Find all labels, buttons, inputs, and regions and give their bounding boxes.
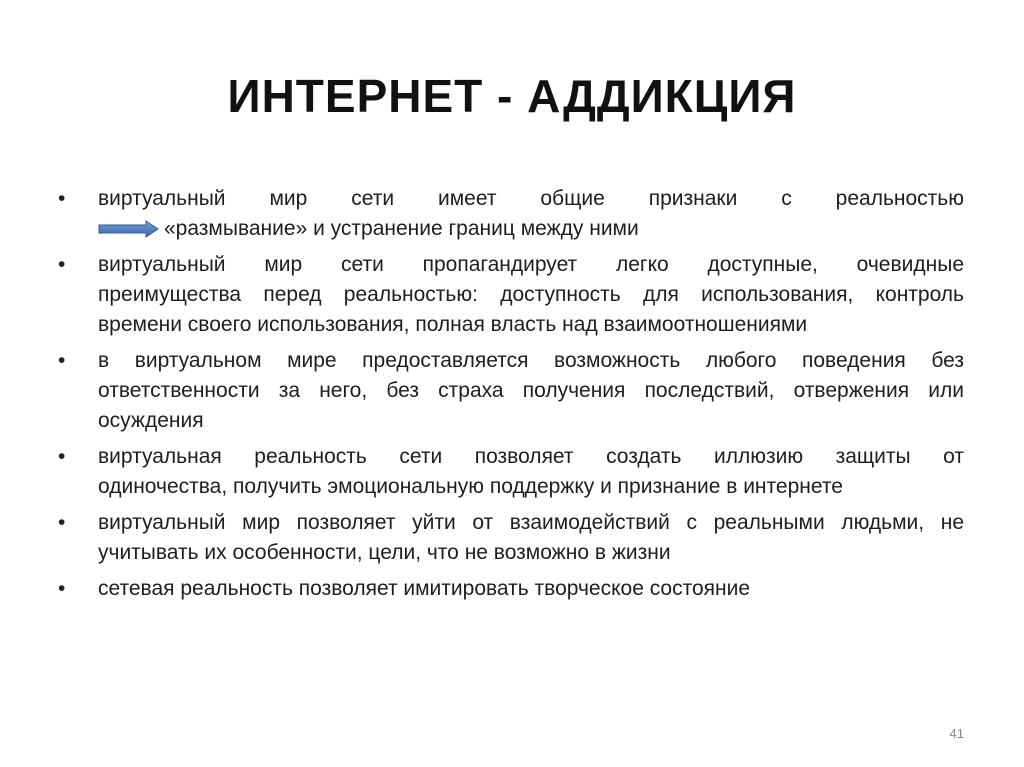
bullet-marker: • [58, 253, 66, 276]
bullet-marker: • [58, 445, 66, 468]
page-number: 41 [949, 726, 964, 741]
bullet-marker: • [58, 577, 66, 600]
bullet-item [58, 346, 964, 436]
bullet-line-with-arrow [98, 214, 964, 244]
bullet-line: виртуальная реальность сети позволяет создать иллюзию защиты от [98, 445, 964, 468]
bullet-line: сетевая реальность позволяет имитировать творческое состояние [98, 577, 751, 600]
bullet-line: виртуальный мир сети имеет общие признаки с реальностью [98, 187, 964, 210]
bullet-item [58, 184, 964, 244]
bullet-list [58, 184, 964, 610]
slide-title: ИНТЕРНЕТ - АДДИКЦИЯ [227, 70, 797, 122]
bullet-marker: • [58, 511, 66, 534]
right-arrow-icon [98, 220, 160, 238]
bullet-item [58, 250, 964, 340]
bullet-line: ответственности за него, без страха получения последствий, отвержения или [98, 379, 964, 402]
bullet-line: времени своего использования, полная власть над взаимоотношениями [98, 313, 808, 336]
bullet-line: одиночества, получить эмоциональную поддержку и признание в интернете [98, 475, 843, 498]
bullet-line: виртуальный мир позволяет уйти от взаимодействий с реальными людьми, не [98, 511, 964, 534]
bullet-marker: • [58, 187, 66, 210]
bullet-line: учитывать их особенности, цели, что не возможно в жизни [98, 541, 671, 564]
bullet-line: осуждения [98, 409, 204, 432]
bullet-item [58, 574, 964, 604]
bullet-line: в виртуальном мире предоставляется возможность любого поведения без [98, 349, 964, 372]
bullet-item [58, 508, 964, 568]
bullet-item [58, 442, 964, 502]
bullet-line: виртуальный мир сети пропагандирует легко доступные, очевидные [98, 253, 964, 276]
bullet-marker: • [58, 349, 66, 372]
bullet-line: «размывание» и устранение границ между ними [164, 217, 639, 240]
bullet-line: преимущества перед реальностью: доступность для использования, контроль [98, 283, 964, 306]
